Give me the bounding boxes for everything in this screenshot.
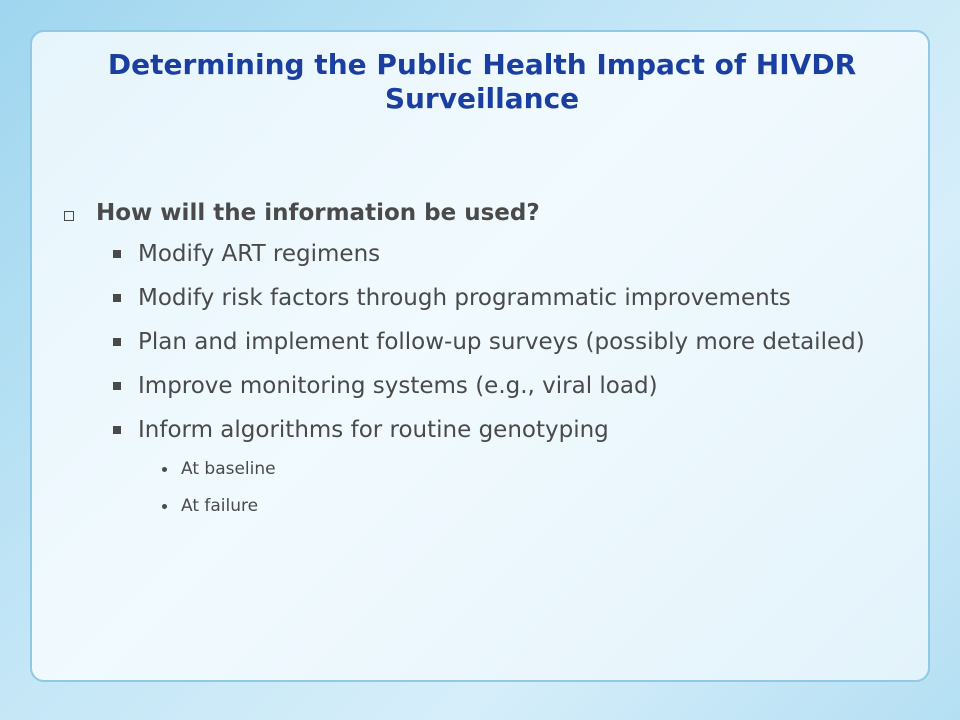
use-item [60, 238, 920, 270]
filled-square-bullet-icon [113, 338, 121, 346]
slide-panel [30, 30, 930, 682]
filled-square-bullet-icon [113, 426, 121, 434]
filled-square-bullet-icon [113, 250, 121, 258]
use-item [60, 326, 920, 358]
bullet-list [60, 198, 920, 532]
use-item-text: Plan and implement follow-up surveys (possibly more detailed) [138, 329, 865, 355]
use-item [60, 282, 920, 314]
hollow-square-bullet-icon [64, 211, 74, 221]
genotyping-subitem [60, 495, 920, 517]
filled-square-bullet-icon [113, 382, 121, 390]
use-item [60, 370, 920, 402]
round-bullet-icon [162, 467, 167, 472]
genotyping-subitem-text: At failure [181, 496, 259, 516]
use-item-text: Modify risk factors through programmatic improvements [138, 285, 791, 311]
genotyping-subitem-text: At baseline [181, 459, 276, 479]
question-bullet [60, 198, 920, 228]
genotyping-subitem [60, 458, 920, 480]
round-bullet-icon [162, 504, 167, 509]
slide-title: Determining the Public Health Impact of HIVDR Surveillance [107, 48, 857, 115]
use-item-text: Improve monitoring systems (e.g., viral load) [138, 373, 658, 399]
question-text: How will the information be used? [96, 200, 540, 226]
use-item-text: Inform algorithms for routine genotyping [138, 417, 609, 443]
use-item-text: Modify ART regimens [138, 241, 381, 267]
filled-square-bullet-icon [113, 294, 121, 302]
use-item [60, 414, 920, 446]
